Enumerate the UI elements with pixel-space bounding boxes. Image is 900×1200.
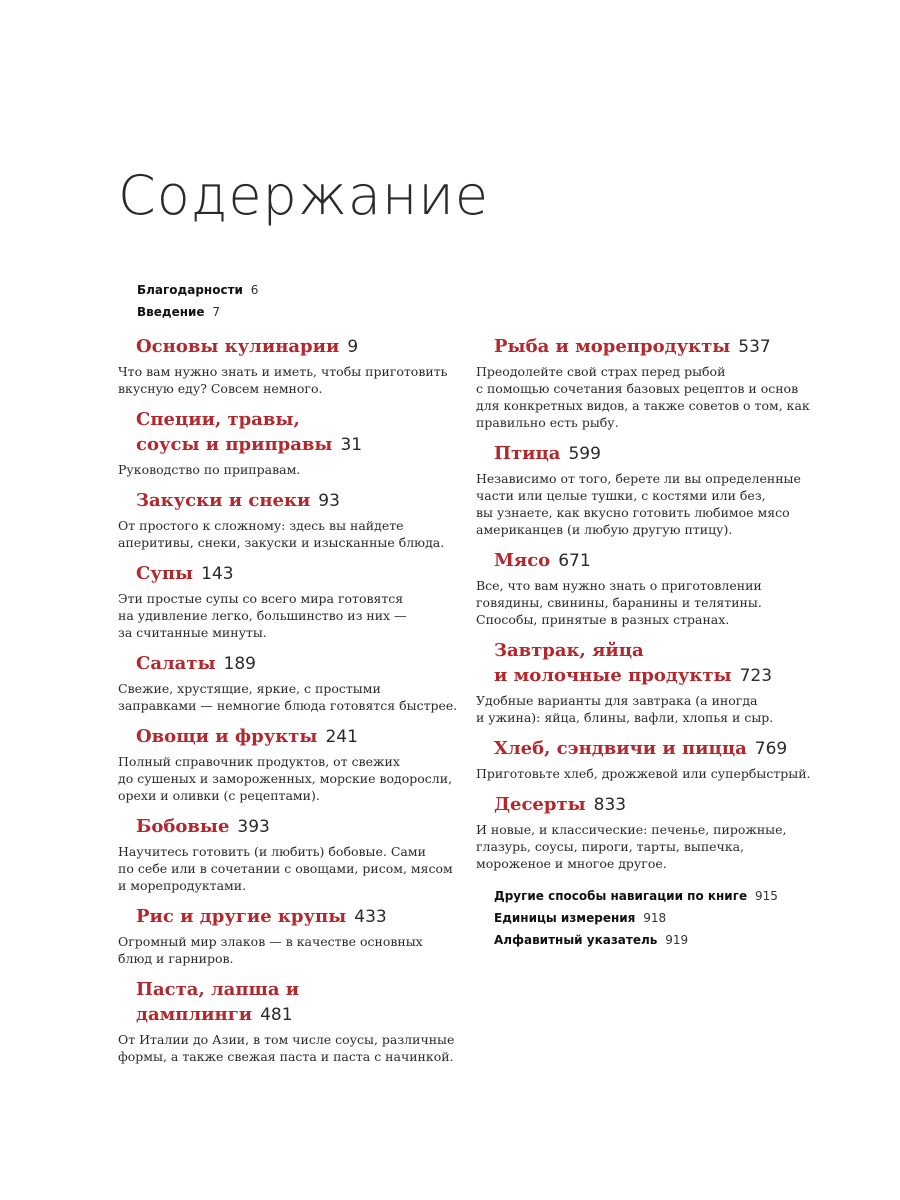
chapter-title-text: соусы и приправы xyxy=(136,434,333,455)
back-matter-list xyxy=(494,885,778,951)
description-line: И новые, и классические: печенье, пирожные, xyxy=(476,822,787,837)
chapter-page-number: 31 xyxy=(340,435,363,455)
description-line: заправками — немногие блюда готовятся быстрее. xyxy=(118,698,458,713)
chapter-heading[interactable] xyxy=(118,407,458,458)
toc-chapter-entry[interactable] xyxy=(476,441,816,538)
chapter-title-line xyxy=(136,651,458,677)
chapter-title-text: и молочные продукты xyxy=(494,665,732,686)
toc-chapter-entry[interactable] xyxy=(118,334,458,397)
chapter-page-number: 393 xyxy=(237,817,270,837)
chapter-description xyxy=(118,363,458,397)
chapter-heading[interactable] xyxy=(476,548,816,574)
chapter-title-line xyxy=(136,432,458,458)
toc-chapter-entry[interactable] xyxy=(476,548,816,628)
description-line: аперитивы, снеки, закуски и изысканные блюда. xyxy=(118,535,445,550)
description-line: От Италии до Азии, в том числе соусы, различные xyxy=(118,1032,455,1047)
toc-chapter-entry[interactable] xyxy=(118,651,458,714)
chapter-description xyxy=(118,590,458,641)
toc-chapter-entry[interactable] xyxy=(476,736,816,782)
chapter-title-line xyxy=(136,977,458,1028)
chapter-description xyxy=(476,470,816,538)
description-line: Независимо от того, берете ли вы определенные xyxy=(476,471,801,486)
chapter-page-number: 671 xyxy=(558,551,591,571)
description-line: глазурь, соусы, пироги, тарты, выпечка, xyxy=(476,839,745,854)
chapter-page-number: 481 xyxy=(260,1005,293,1025)
chapter-title-line xyxy=(136,904,458,930)
description-line: Способы, принятые в разных странах. xyxy=(476,612,730,627)
chapter-heading[interactable] xyxy=(118,334,458,360)
chapter-page-number: 833 xyxy=(593,795,627,815)
description-line: за считанные минуты. xyxy=(118,625,267,640)
chapter-title-line xyxy=(136,334,458,360)
entry-label: Введение xyxy=(137,305,205,319)
chapter-heading[interactable] xyxy=(118,724,458,750)
entry-label: Другие способы навигации по книге xyxy=(494,889,748,903)
toc-chapter-entry[interactable] xyxy=(476,792,816,872)
description-line: на удивление легко, большинство из них — xyxy=(118,608,407,623)
chapter-page-number: 189 xyxy=(223,654,256,674)
toc-entry-index[interactable] xyxy=(494,929,778,951)
chapter-description xyxy=(476,363,816,431)
chapter-title-text: Основы кулинарии xyxy=(136,336,340,357)
toc-chapter-entry[interactable] xyxy=(476,638,816,726)
chapter-title-text: Рыба и морепродукты xyxy=(494,336,731,357)
chapter-heading[interactable] xyxy=(476,736,816,762)
description-line: и ужина): яйца, блины, вафли, хлопья и сыр. xyxy=(476,710,774,725)
chapter-page-number: 433 xyxy=(354,907,387,927)
toc-chapter-entry[interactable] xyxy=(476,334,816,431)
chapter-description xyxy=(476,692,816,726)
description-line: до сушеных и замороженных, морские водоросли, xyxy=(118,771,453,786)
entry-page-number: 6 xyxy=(250,283,259,297)
chapter-title-line xyxy=(494,548,816,574)
chapter-description xyxy=(118,517,458,551)
description-line: по себе или в сочетании с овощами, рисом, мясом xyxy=(118,861,453,876)
chapter-description xyxy=(118,1031,458,1065)
chapter-title-text: Хлеб, сэндвичи и пицца xyxy=(494,738,747,759)
chapter-description xyxy=(118,461,458,478)
chapter-description xyxy=(118,680,458,714)
description-line: блюд и гарниров. xyxy=(118,951,234,966)
page-title: Содержание xyxy=(118,164,490,227)
description-line: вкусную еду? Совсем немного. xyxy=(118,381,323,396)
description-line: правильно есть рыбу. xyxy=(476,415,619,430)
chapter-heading[interactable] xyxy=(118,561,458,587)
chapter-title-text: Бобовые xyxy=(136,816,230,837)
description-line: и морепродуктами. xyxy=(118,878,247,893)
description-line: говядины, свинины, баранины и телятины. xyxy=(476,595,762,610)
chapter-title-line xyxy=(494,663,816,689)
chapter-title-text: Салаты xyxy=(136,653,216,674)
chapter-title-line xyxy=(494,334,816,360)
chapter-heading[interactable] xyxy=(476,638,816,689)
chapter-title-text: Мясо xyxy=(494,550,551,571)
toc-left-column xyxy=(118,334,458,1075)
chapter-title-line xyxy=(136,561,458,587)
chapter-title-text: Паста, лапша и дамплинги xyxy=(136,979,300,1025)
chapter-description xyxy=(118,753,458,804)
chapter-page-number: 143 xyxy=(201,564,234,584)
description-line: От простого к сложному: здесь вы найдете xyxy=(118,518,404,533)
toc-chapter-entry[interactable] xyxy=(118,488,458,551)
front-matter-list xyxy=(137,279,258,323)
chapter-title-line xyxy=(494,441,816,467)
chapter-heading[interactable] xyxy=(476,441,816,467)
description-line: для конкретных видов, а также советов о том, как xyxy=(476,398,810,413)
toc-chapter-entry[interactable] xyxy=(118,407,458,478)
description-line: Все, что вам нужно знать о приготовлении xyxy=(476,578,762,593)
entry-label: Алфавитный указатель xyxy=(494,933,658,947)
description-line: формы, а также свежая паста и паста с начинкой. xyxy=(118,1049,454,1064)
chapter-heading[interactable] xyxy=(118,814,458,840)
chapter-heading[interactable] xyxy=(476,792,816,818)
chapter-page-number: 599 xyxy=(568,444,601,464)
description-line: Руководство по приправам. xyxy=(118,462,301,477)
entry-page-number: 918 xyxy=(643,911,667,925)
chapter-title-line xyxy=(136,488,458,514)
chapter-page-number: 769 xyxy=(754,739,788,759)
entry-page-number: 7 xyxy=(212,305,221,319)
toc-chapter-entry[interactable] xyxy=(118,904,458,967)
description-line: Удобные варианты для завтрака (а иногда xyxy=(476,693,758,708)
description-line: Эти простые супы со всего мира готовятся xyxy=(118,591,404,606)
toc-chapter-entry[interactable] xyxy=(118,561,458,641)
description-line: американцев (и любую другую птицу). xyxy=(476,522,733,537)
description-line: Что вам нужно знать и иметь, чтобы приготовить xyxy=(118,364,448,379)
chapter-page-number: 9 xyxy=(347,337,359,357)
toc-chapter-entry[interactable] xyxy=(118,814,458,894)
toc-right-column xyxy=(476,334,816,882)
chapter-description xyxy=(476,765,816,782)
toc-entry-acknowledgements[interactable] xyxy=(137,279,258,301)
chapter-title-text: Овощи и фрукты xyxy=(136,726,318,747)
entry-label: Единицы измерения xyxy=(494,911,636,925)
description-line: Свежие, хрустящие, яркие, с простыми xyxy=(118,681,381,696)
description-line: Полный справочник продуктов, от свежих xyxy=(118,754,400,769)
description-line: части или целые тушки, с костями или без, xyxy=(476,488,766,503)
chapter-heading[interactable] xyxy=(118,488,458,514)
chapter-title-line: Завтрак, яйца xyxy=(494,640,644,661)
description-line: вы узнаете, как вкусно готовить любимое мясо xyxy=(476,505,790,520)
description-line: орехи и оливки (с рецептами). xyxy=(118,788,320,803)
chapter-heading[interactable] xyxy=(118,651,458,677)
description-line: Преодолейте свой страх перед рыбой xyxy=(476,364,726,379)
chapter-description xyxy=(118,933,458,967)
chapter-title-line xyxy=(494,792,816,818)
chapter-title-text: Супы xyxy=(136,563,194,584)
toc-entry-introduction[interactable] xyxy=(137,301,258,323)
chapter-title-text: Рис и другие крупы xyxy=(136,906,347,927)
chapter-page-number: 723 xyxy=(739,666,773,686)
description-line: Научитесь готовить (и любить) бобовые. Сами xyxy=(118,844,426,859)
toc-entry-navigation[interactable] xyxy=(494,885,778,907)
toc-chapter-entry[interactable] xyxy=(118,977,458,1065)
chapter-description xyxy=(476,577,816,628)
chapter-title-line xyxy=(136,814,458,840)
chapter-heading[interactable] xyxy=(118,977,458,1028)
description-line: с помощью сочетания базовых рецептов и основ xyxy=(476,381,799,396)
chapter-title-line xyxy=(494,736,816,762)
entry-label: Благодарности xyxy=(137,283,243,297)
chapter-heading[interactable] xyxy=(118,904,458,930)
chapter-page-number: 93 xyxy=(318,491,340,511)
description-line: Приготовьте хлеб, дрожжевой или супербыстрый. xyxy=(476,766,811,781)
chapter-page-number: 537 xyxy=(738,337,771,357)
description-line: Огромный мир злаков — в качестве основных xyxy=(118,934,423,949)
entry-page-number: 919 xyxy=(665,933,689,947)
toc-chapter-entry[interactable] xyxy=(118,724,458,804)
toc-entry-units[interactable] xyxy=(494,907,778,929)
description-line: мороженое и многое другое. xyxy=(476,856,667,871)
chapter-title-text: Закуски и снеки xyxy=(136,490,311,511)
chapter-title-line: Специи, травы, xyxy=(136,409,300,430)
chapter-description xyxy=(476,821,816,872)
entry-page-number: 915 xyxy=(754,889,778,903)
chapter-title-text: Птица xyxy=(494,443,561,464)
chapter-page-number: 241 xyxy=(325,727,358,747)
chapter-heading[interactable] xyxy=(476,334,816,360)
chapter-description xyxy=(118,843,458,894)
chapter-title-text: Десерты xyxy=(494,794,586,815)
chapter-title-line xyxy=(136,724,458,750)
